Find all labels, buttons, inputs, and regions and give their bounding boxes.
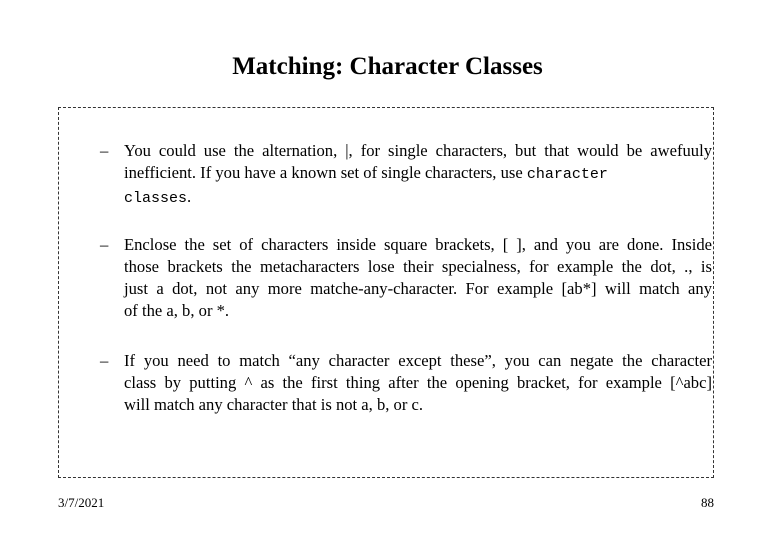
bullet-dash: – bbox=[100, 141, 109, 160]
bullet-line: those brackets the metacharacters lose their specialness, for example the dot, ., is bbox=[124, 257, 712, 276]
bullet-line: will match any character that is not a, b, or c. bbox=[124, 395, 424, 414]
bullet-line: Enclose the set of characters inside square brackets, [ ], and you are done. Inside bbox=[124, 235, 712, 254]
bullet-line: If you need to match “any character except these”, you can negate the character bbox=[124, 351, 712, 370]
bullet-line-with-code bbox=[124, 162, 712, 186]
bullet-tail: . bbox=[187, 187, 192, 206]
bullet-dash: – bbox=[100, 351, 109, 370]
bullet-line: inefficient. If you have a known set of single characters, use bbox=[124, 163, 527, 182]
bullet-line: class by putting ^ as the first thing after the opening bracket, for example [^abc] bbox=[124, 373, 712, 392]
bullet-line-with-code bbox=[124, 186, 712, 210]
slide-number: 88 bbox=[701, 495, 714, 510]
code-term: character bbox=[526, 166, 608, 183]
bullet-line: just a dot, not any more matche-any-character. For example [ab*] will match any bbox=[124, 279, 712, 298]
bullet-dash: – bbox=[100, 235, 109, 254]
code-term: classes bbox=[124, 190, 188, 207]
slide-title: Matching: Character Classes bbox=[232, 53, 543, 80]
footer-date: 3/7/2021 bbox=[58, 495, 105, 510]
bullet-line: You could use the alternation, |, for single characters, but that would be awefuuly bbox=[124, 141, 712, 160]
bullet-line: of the a, b, or *. bbox=[124, 301, 230, 320]
